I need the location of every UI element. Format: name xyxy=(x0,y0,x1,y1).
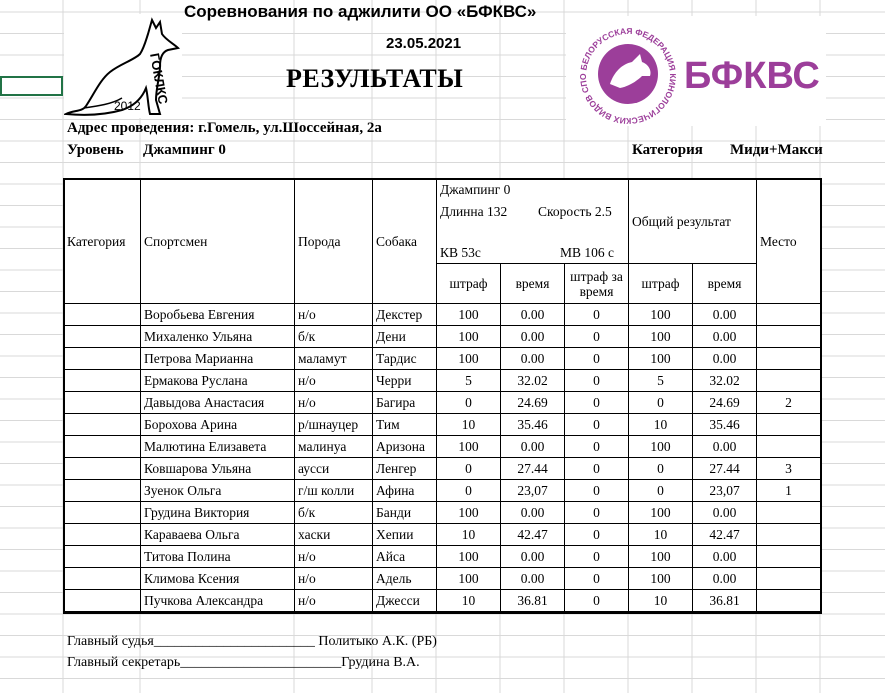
cell-place[interactable] xyxy=(757,326,821,348)
cell-athlete[interactable]: Михаленко Ульяна xyxy=(141,326,295,348)
cell-total-penalty[interactable]: 100 xyxy=(629,326,693,348)
table-row xyxy=(64,436,821,458)
cell-athlete[interactable]: Караваева Ольга xyxy=(141,524,295,546)
cell-total-time[interactable]: 0.00 xyxy=(693,502,757,524)
cell-time-penalty[interactable]: 0 xyxy=(565,414,629,436)
cell-category[interactable] xyxy=(64,502,141,524)
cell-athlete[interactable]: Пучкова Александра xyxy=(141,590,295,612)
chief-secretary: Главный секретарь_______________________Грудина В.А. xyxy=(67,655,420,670)
table-row xyxy=(64,348,821,370)
club-name: ГОКЛКС xyxy=(147,51,171,106)
cell-penalty[interactable]: 10 xyxy=(437,524,501,546)
dog-silhouette-icon xyxy=(64,14,182,118)
header-time-penalty: штраф за время xyxy=(565,264,629,304)
table-row xyxy=(64,414,821,436)
header-breed: Порода xyxy=(295,179,373,304)
cell-total-time[interactable]: 0.00 xyxy=(693,546,757,568)
cell-breed[interactable]: малинуа xyxy=(295,436,373,458)
level-label: Уровень xyxy=(67,142,124,158)
cell-time[interactable]: 0.00 xyxy=(501,348,565,370)
cell-dog[interactable]: Айса xyxy=(373,546,437,568)
cell-total-time[interactable]: 0.00 xyxy=(693,348,757,370)
cell-time[interactable]: 42.47 xyxy=(501,524,565,546)
cell-total-penalty[interactable]: 0 xyxy=(629,480,693,502)
club-logo xyxy=(64,14,182,118)
cell-time[interactable]: 36.81 xyxy=(501,590,565,612)
table-row xyxy=(64,524,821,546)
cell-total-time[interactable]: 0.00 xyxy=(693,568,757,590)
kv-time: КВ 53с xyxy=(440,245,481,260)
cell-time[interactable]: 0.00 xyxy=(501,502,565,524)
cell-penalty[interactable]: 100 xyxy=(437,304,501,326)
cell-time-penalty[interactable]: 0 xyxy=(565,436,629,458)
cell-breed[interactable]: г/ш колли xyxy=(295,480,373,502)
cell-place[interactable] xyxy=(757,304,821,326)
cell-breed[interactable]: б/к xyxy=(295,502,373,524)
cell-time[interactable]: 27.44 xyxy=(501,458,565,480)
cell-dog[interactable]: Афина xyxy=(373,480,437,502)
cell-dog[interactable]: Черри xyxy=(373,370,437,392)
cell-time-penalty[interactable]: 0 xyxy=(565,348,629,370)
cell-time[interactable]: 32.02 xyxy=(501,370,565,392)
cell-category[interactable] xyxy=(64,458,141,480)
header-total-time: время xyxy=(693,264,757,304)
cell-breed[interactable]: н/о xyxy=(295,370,373,392)
cell-total-penalty[interactable]: 100 xyxy=(629,546,693,568)
selected-cell[interactable] xyxy=(0,76,63,96)
cell-place[interactable] xyxy=(757,348,821,370)
cell-category[interactable] xyxy=(64,304,141,326)
page-title: РЕЗУЛЬТАТЫ xyxy=(286,64,464,93)
cell-place[interactable] xyxy=(757,414,821,436)
cell-athlete[interactable]: Давыдова Анастасия xyxy=(141,392,295,414)
cell-dog[interactable]: Ленгер xyxy=(373,458,437,480)
table-row xyxy=(64,392,821,414)
cell-time-penalty[interactable]: 0 xyxy=(565,502,629,524)
cell-athlete[interactable]: Титова Полина xyxy=(141,546,295,568)
header-run-info xyxy=(437,179,629,264)
header-dog: Собака xyxy=(373,179,437,304)
cell-penalty[interactable]: 10 xyxy=(437,590,501,612)
cell-athlete[interactable]: Зуенок Ольга xyxy=(141,480,295,502)
cell-athlete[interactable]: Воробьева Евгения xyxy=(141,304,295,326)
cell-penalty[interactable]: 100 xyxy=(437,568,501,590)
cell-category[interactable] xyxy=(64,392,141,414)
cell-place[interactable] xyxy=(757,370,821,392)
cell-total-time[interactable]: 0.00 xyxy=(693,326,757,348)
cell-dog[interactable]: Декстер xyxy=(373,304,437,326)
cell-penalty[interactable]: 100 xyxy=(437,348,501,370)
cell-category[interactable] xyxy=(64,370,141,392)
cell-time-penalty[interactable]: 0 xyxy=(565,304,629,326)
cell-penalty[interactable]: 5 xyxy=(437,370,501,392)
cell-breed[interactable]: н/о xyxy=(295,590,373,612)
federation-logo xyxy=(566,16,826,126)
cell-place[interactable] xyxy=(757,568,821,590)
table-row xyxy=(64,326,821,348)
cell-time-penalty[interactable]: 0 xyxy=(565,370,629,392)
cell-time[interactable]: 0.00 xyxy=(501,326,565,348)
cell-total-penalty[interactable]: 0 xyxy=(629,392,693,414)
cell-time-penalty[interactable]: 0 xyxy=(565,568,629,590)
cell-breed[interactable]: аусси xyxy=(295,458,373,480)
cell-total-time[interactable]: 32.02 xyxy=(693,370,757,392)
cell-time-penalty[interactable]: 0 xyxy=(565,458,629,480)
cell-dog[interactable]: Хепии xyxy=(373,524,437,546)
cell-total-time[interactable]: 42.47 xyxy=(693,524,757,546)
header-place: Место xyxy=(757,179,821,304)
cell-penalty[interactable]: 100 xyxy=(437,326,501,348)
cell-place[interactable]: 1 xyxy=(757,480,821,502)
cell-time[interactable]: 0.00 xyxy=(501,304,565,326)
cell-penalty[interactable]: 0 xyxy=(437,392,501,414)
cell-dog[interactable]: Багира xyxy=(373,392,437,414)
cell-total-penalty[interactable]: 100 xyxy=(629,568,693,590)
header-penalty: штраф xyxy=(437,264,501,304)
cell-dog[interactable]: Банди xyxy=(373,502,437,524)
level-value: Джампинг 0 xyxy=(143,142,226,158)
federation-name: БФКВС xyxy=(684,55,820,97)
cell-category[interactable] xyxy=(64,326,141,348)
cell-breed[interactable]: б/к xyxy=(295,326,373,348)
cell-athlete[interactable]: Грудина Виктория xyxy=(141,502,295,524)
mv-time: МВ 106 с xyxy=(560,245,614,260)
cell-dog[interactable]: Аризона xyxy=(373,436,437,458)
cell-place[interactable] xyxy=(757,590,821,612)
cell-place[interactable]: 2 xyxy=(757,392,821,414)
cell-breed[interactable]: н/о xyxy=(295,304,373,326)
cell-time-penalty[interactable]: 0 xyxy=(565,480,629,502)
table-row xyxy=(64,502,821,524)
header-athlete: Спортсмен xyxy=(141,179,295,304)
table-row xyxy=(64,568,821,590)
cell-place[interactable] xyxy=(757,436,821,458)
cell-time[interactable]: 0.00 xyxy=(501,546,565,568)
cell-athlete[interactable]: Ковшарова Ульяна xyxy=(141,458,295,480)
venue-address: Адрес проведения: г.Гомель, ул.Шоссейная, 2а xyxy=(67,120,382,136)
cell-breed[interactable]: н/о xyxy=(295,546,373,568)
cell-time-penalty[interactable]: 0 xyxy=(565,524,629,546)
cell-place[interactable] xyxy=(757,546,821,568)
cell-dog[interactable]: Тим xyxy=(373,414,437,436)
cell-total-penalty[interactable]: 5 xyxy=(629,370,693,392)
cell-athlete[interactable]: Борохова Арина xyxy=(141,414,295,436)
table-row xyxy=(64,458,821,480)
cell-athlete[interactable]: Малютина Елизавета xyxy=(141,436,295,458)
cell-time-penalty[interactable]: 0 xyxy=(565,392,629,414)
cell-penalty[interactable]: 10 xyxy=(437,414,501,436)
cell-category[interactable] xyxy=(64,480,141,502)
cell-total-penalty[interactable]: 10 xyxy=(629,524,693,546)
chief-judge: Главный судья_______________________ Политыко А.К. (РБ) xyxy=(67,634,437,649)
cell-penalty[interactable]: 100 xyxy=(437,436,501,458)
cell-category[interactable] xyxy=(64,590,141,612)
cell-total-time[interactable]: 35.46 xyxy=(693,414,757,436)
cell-time[interactable]: 0.00 xyxy=(501,436,565,458)
results-table xyxy=(63,178,821,612)
header-total-penalty: штраф xyxy=(629,264,693,304)
cell-time[interactable]: 35.46 xyxy=(501,414,565,436)
cell-category[interactable] xyxy=(64,568,141,590)
cell-time-penalty[interactable]: 0 xyxy=(565,326,629,348)
cell-total-time[interactable]: 24.69 xyxy=(693,392,757,414)
competition-date: 23.05.2021 xyxy=(386,35,462,52)
cell-breed[interactable]: н/о xyxy=(295,392,373,414)
cell-time-penalty[interactable]: 0 xyxy=(565,590,629,612)
cell-dog[interactable]: Тардис xyxy=(373,348,437,370)
cell-breed[interactable]: хаски xyxy=(295,524,373,546)
results-body xyxy=(64,304,821,612)
cell-dog[interactable]: Адель xyxy=(373,568,437,590)
cell-category[interactable] xyxy=(64,546,141,568)
cell-total-penalty[interactable]: 100 xyxy=(629,502,693,524)
table-row xyxy=(64,546,821,568)
cell-place[interactable] xyxy=(757,524,821,546)
cell-category[interactable] xyxy=(64,524,141,546)
cell-total-time[interactable]: 0.00 xyxy=(693,436,757,458)
cell-place[interactable]: 3 xyxy=(757,458,821,480)
course-length: Длинна 132 xyxy=(440,204,508,219)
table-row xyxy=(64,590,821,612)
federation-ring-text: БЕЛОРУССКАЯ ФЕДЕРАЦИЯ КИНОЛОГИЧЕСКИХ ВИДОВ СПО xyxy=(577,25,679,126)
cell-time[interactable]: 23,07 xyxy=(501,480,565,502)
cell-penalty[interactable]: 0 xyxy=(437,480,501,502)
category-label: Категория xyxy=(632,142,703,158)
cell-penalty[interactable]: 0 xyxy=(437,458,501,480)
cell-breed[interactable]: маламут xyxy=(295,348,373,370)
header-category: Категория xyxy=(64,179,141,304)
cell-total-time[interactable]: 0.00 xyxy=(693,304,757,326)
cell-category[interactable] xyxy=(64,436,141,458)
header-total: Общий результат xyxy=(629,179,757,264)
course-speed: Скорость 2.5 xyxy=(538,204,612,219)
cell-total-penalty[interactable]: 10 xyxy=(629,414,693,436)
cell-breed[interactable]: р/шнауцер xyxy=(295,414,373,436)
cell-athlete[interactable]: Ермакова Руслана xyxy=(141,370,295,392)
run-name: Джампинг 0 xyxy=(440,182,511,197)
cell-total-penalty[interactable]: 100 xyxy=(629,436,693,458)
cell-dog[interactable]: Джесси xyxy=(373,590,437,612)
cell-category[interactable] xyxy=(64,348,141,370)
cell-total-time[interactable]: 27.44 xyxy=(693,458,757,480)
competition-title: Соревнования по аджилити ОО «БФКВС» xyxy=(184,2,537,21)
cell-category[interactable] xyxy=(64,414,141,436)
category-value: Миди+Макси xyxy=(730,142,823,158)
cell-total-time[interactable]: 23,07 xyxy=(693,480,757,502)
table-row xyxy=(64,480,821,502)
cell-total-time[interactable]: 36.81 xyxy=(693,590,757,612)
cell-penalty[interactable]: 100 xyxy=(437,546,501,568)
cell-dog[interactable]: Дени xyxy=(373,326,437,348)
cell-time[interactable]: 0.00 xyxy=(501,568,565,590)
cell-breed[interactable]: н/о xyxy=(295,568,373,590)
cell-penalty[interactable]: 100 xyxy=(437,502,501,524)
cell-total-penalty[interactable]: 100 xyxy=(629,348,693,370)
club-year: 2012 xyxy=(114,99,141,113)
table-row xyxy=(64,304,821,326)
cell-athlete[interactable]: Петрова Марианна xyxy=(141,348,295,370)
cell-total-penalty[interactable]: 100 xyxy=(629,304,693,326)
cell-total-penalty[interactable]: 10 xyxy=(629,590,693,612)
cell-place[interactable] xyxy=(757,502,821,524)
table-row xyxy=(64,370,821,392)
cell-athlete[interactable]: Климова Ксения xyxy=(141,568,295,590)
cell-time-penalty[interactable]: 0 xyxy=(565,546,629,568)
cell-time[interactable]: 24.69 xyxy=(501,392,565,414)
cell-total-penalty[interactable]: 0 xyxy=(629,458,693,480)
header-time: время xyxy=(501,264,565,304)
